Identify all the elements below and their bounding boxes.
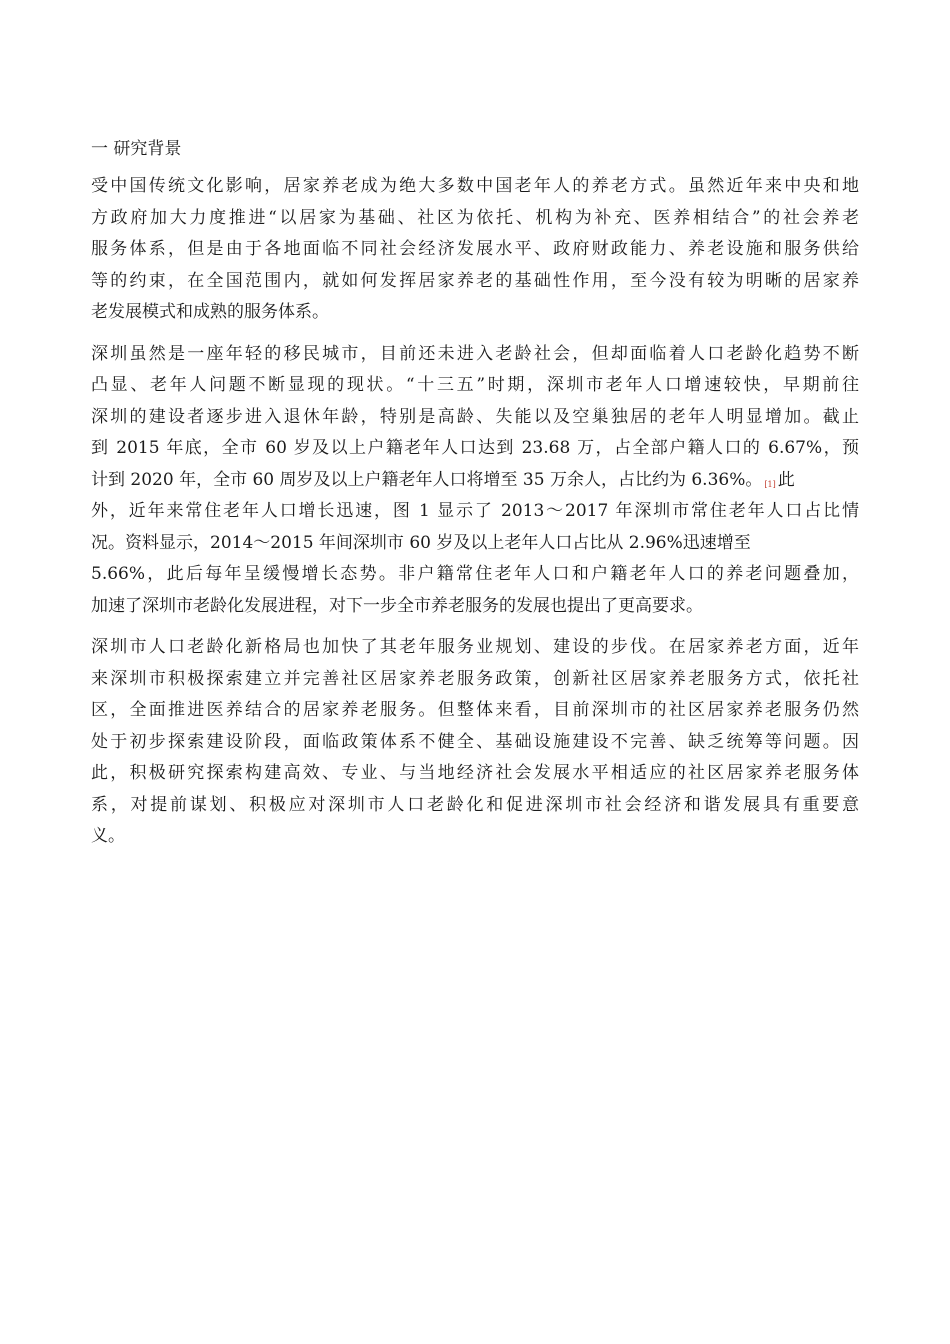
- citation-text-before: 计到 2020 年，全市 60 周岁及以上户籍老年人口将增至 35 万余人，占比约为 6.36%。: [91, 469, 763, 490]
- paragraph-line: 此，积极研究探索构建高效、专业、与当地经济社会发展水平相适应的社区居家养老服务体: [91, 763, 859, 783]
- paragraph-line: 受中国传统文化影响，居家养老成为绝大多数中国老年人的养老方式。虽然近年来中央和地: [91, 176, 859, 196]
- paragraph-line-with-citation: [91, 465, 859, 497]
- paragraph-1: [91, 171, 859, 329]
- paragraph-line: 来深圳市积极探索建立并完善社区居家养老服务政策，创新社区居家养老服务方式，依托社: [91, 668, 859, 689]
- paragraph-2: [91, 339, 859, 623]
- paragraph-line: 处于初步探索建设阶段，面临政策体系不健全、基础设施建设不完善、缺乏统筹等问题。因: [91, 731, 859, 752]
- paragraph-line: 区，全面推进医养结合的居家养老服务。但整体来看，目前深圳市的社区居家养老服务仍然: [91, 700, 859, 720]
- paragraph-line: 服务体系，但是由于各地面临不同社会经济发展水平、政府财政能力、养老设施和服务供给: [91, 239, 859, 259]
- paragraph-line: 系，对提前谋划、积极应对深圳市人口老龄化和促进深圳市社会经济和谐发展具有重要意: [91, 794, 859, 815]
- paragraph-line: 加速了深圳市老龄化发展进程，对下一步全市养老服务的发展也提出了更高要求。: [91, 595, 703, 616]
- citation-text-after: 此: [777, 469, 795, 490]
- paragraph-line: 深圳市人口老龄化新格局也加快了其老年服务业规划、建设的步伐。在居家养老方面，近年: [91, 637, 859, 657]
- paragraph-line: 深圳虽然是一座年轻的移民城市，目前还未进入老龄社会，但却面临着人口老龄化趋势不断: [91, 343, 859, 364]
- paragraph-line: 义。: [91, 826, 125, 846]
- paragraph-line: 外，近年来常住老年人口增长迅速，图 1 显示了 2013～2017 年深圳市常住老年人口占比情: [91, 501, 859, 521]
- paragraph-line: 方政府加大力度推进“以居家为基础、社区为依托、机构为补充、医养相结合”的社会养老: [91, 207, 859, 228]
- paragraph-line: 5.66%，此后每年呈缓慢增长态势。非户籍常住老年人口和户籍老年人口的养老问题叠加，: [91, 564, 859, 584]
- paragraph-3: [91, 632, 859, 853]
- document-page: [91, 136, 859, 863]
- citation-link[interactable]: [1]: [764, 479, 776, 489]
- paragraph-line: 况。资料显示，2014～2015 年间深圳市 60 岁及以上老年人口占比从 2.96%迅速增至: [91, 532, 751, 553]
- paragraph-line: 老发展模式和成熟的服务体系。: [91, 302, 329, 322]
- paragraph-line: 凸显、老年人问题不断显现的现状。“十三五”时期，深圳市老年人口增速较快，早期前往: [91, 375, 859, 395]
- paragraph-line: 等的约束，在全国范围内，就如何发挥居家养老的基础性作用，至今没有较为明晰的居家养: [91, 270, 859, 291]
- paragraph-line: 深圳的建设者逐步进入退休年龄，特别是高龄、失能以及空巢独居的老年人明显增加。截止: [91, 406, 859, 427]
- section-heading: 一 研究背景: [91, 139, 182, 159]
- paragraph-line: 到 2015 年底，全市 60 岁及以上户籍老年人口达到 23.68 万，占全部户籍人口的 6.67%，预: [91, 438, 859, 458]
